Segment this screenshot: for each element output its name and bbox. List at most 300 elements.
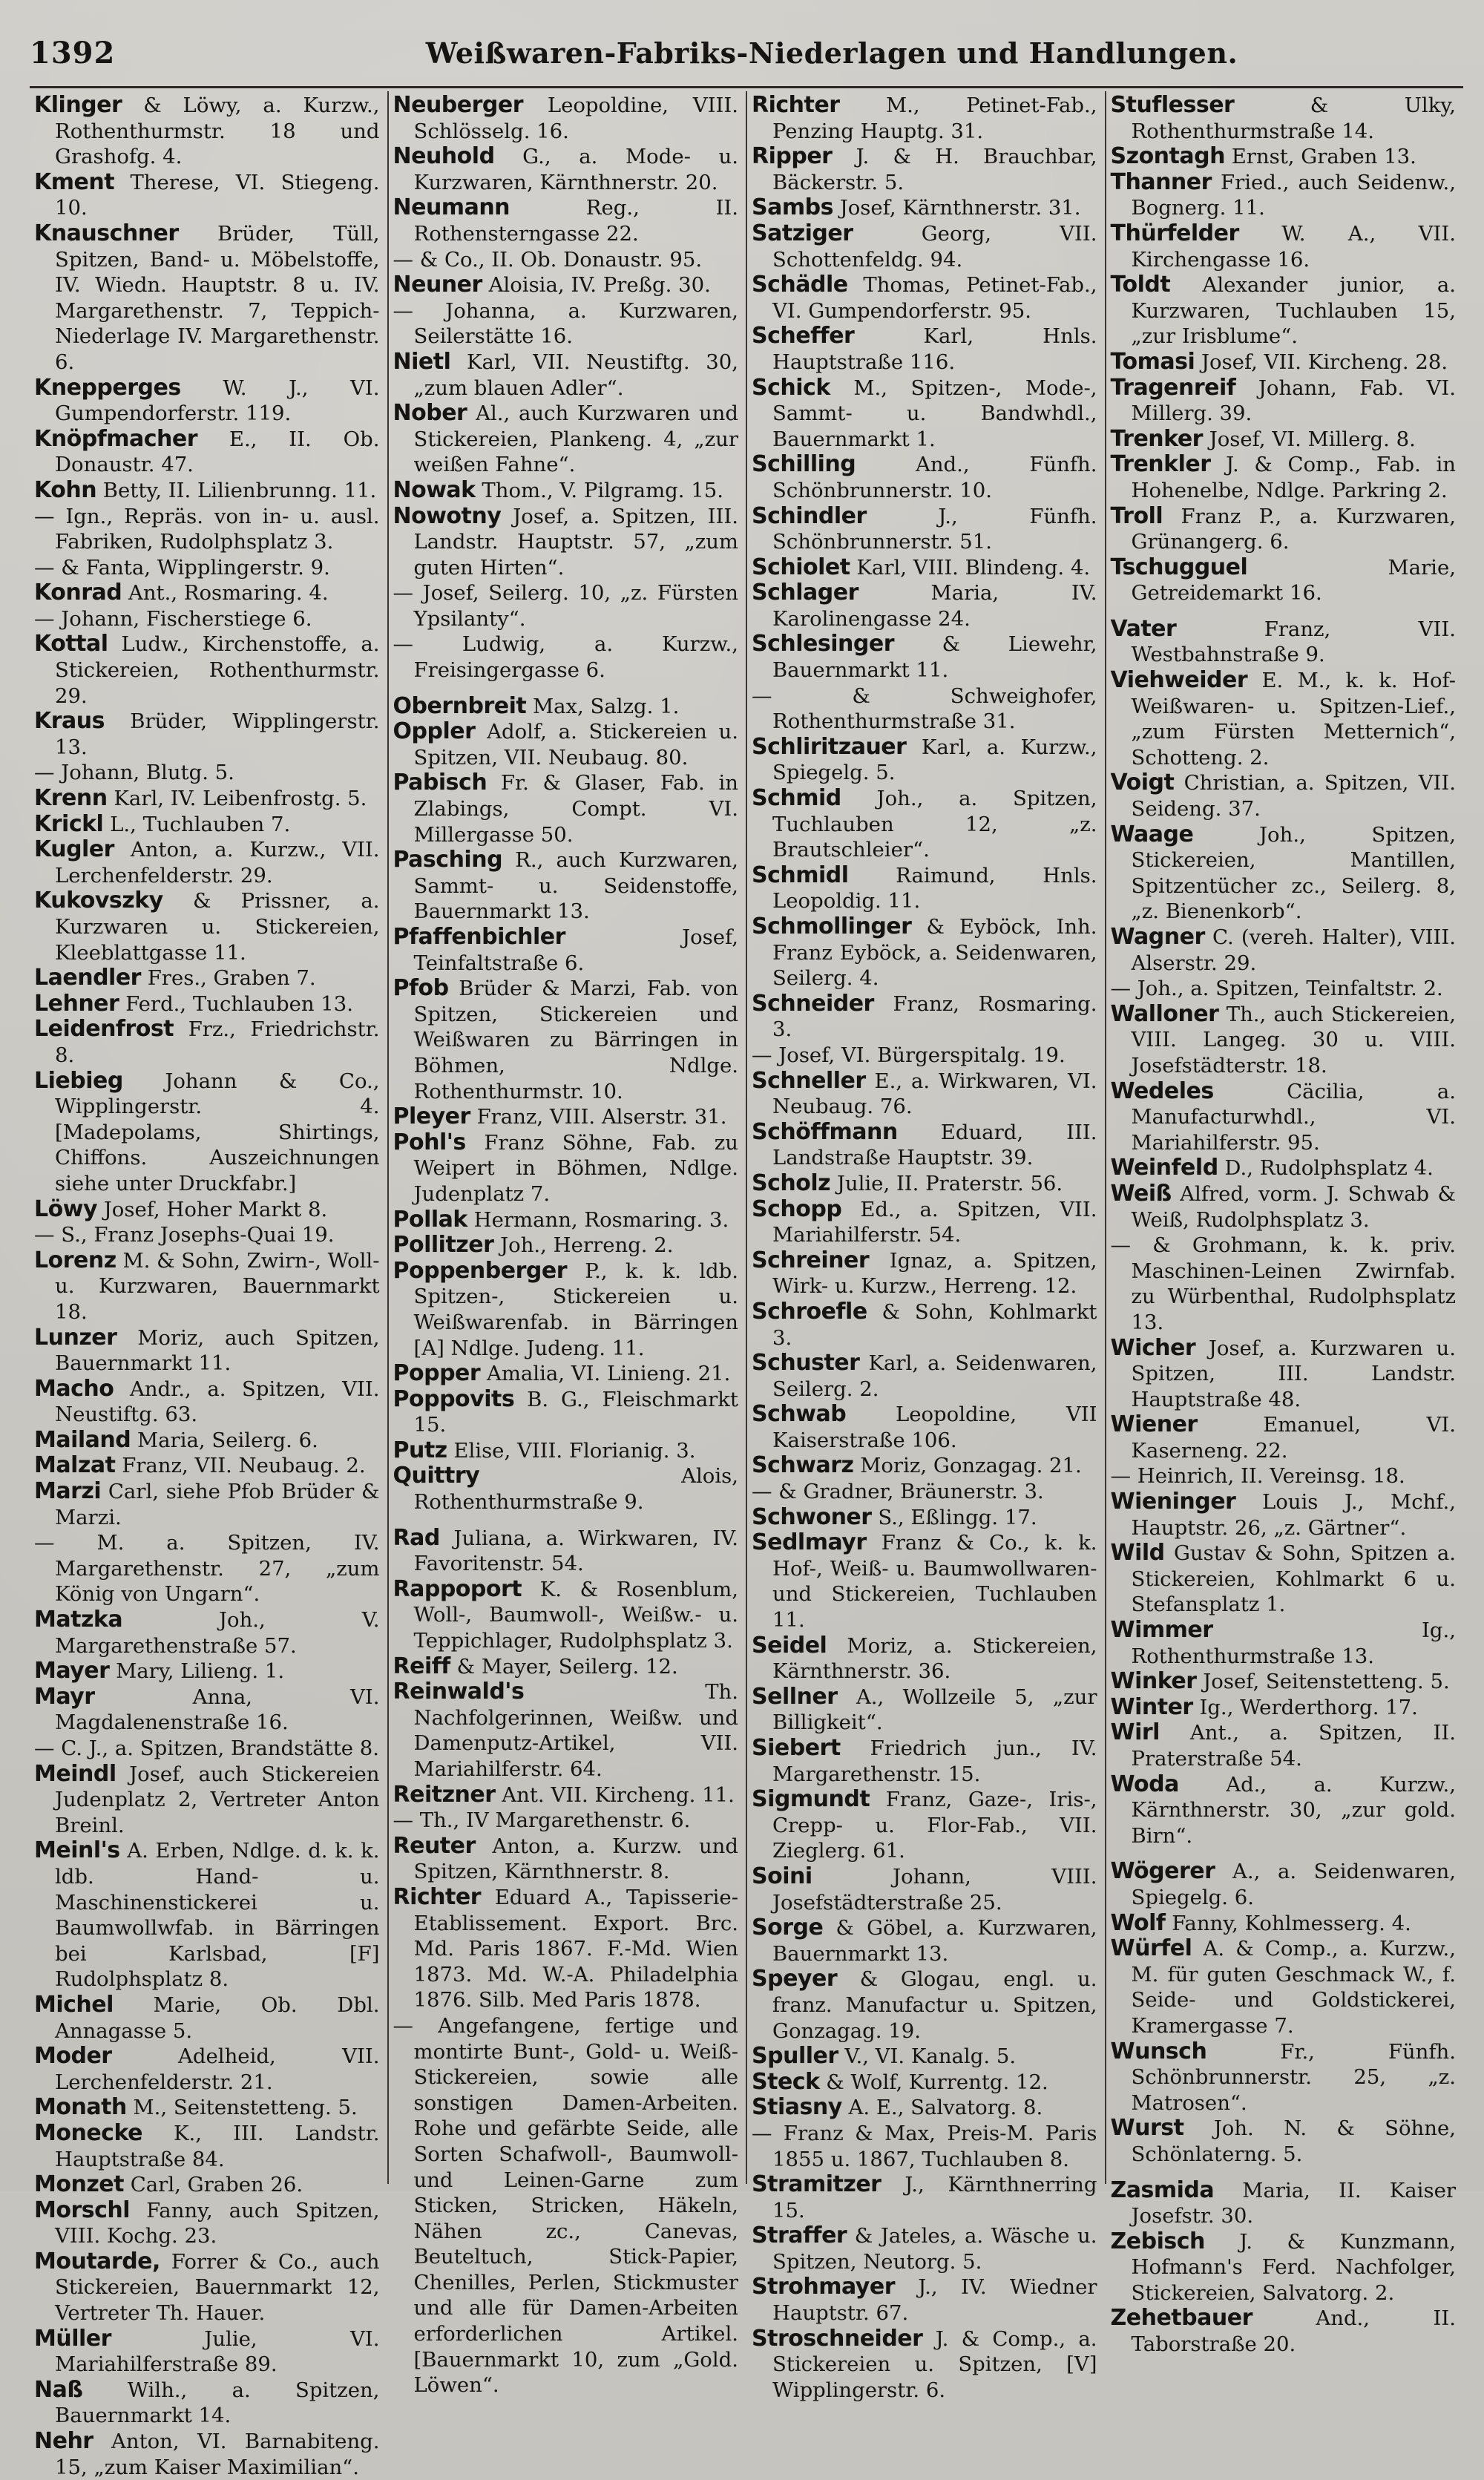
entry-name: Popper (393, 1360, 481, 1387)
running-head: Weißwaren-Fabriks-Niederlagen und Handlungen. (425, 36, 1238, 70)
entry-text: Fried., auch Seidenw., Bognerg. 11. (1131, 170, 1456, 220)
entry-text: W. A., VII. Kirchengasse 16. (1131, 221, 1456, 272)
entry-text: & Wolf, Kurrentg. 12. (826, 2070, 1048, 2094)
directory-entry (1111, 1669, 1457, 1695)
directory-entry (752, 221, 1097, 272)
entry-text: — M. a. Spitzen, IV. Margarethenstr. 27, „zum König von Ungarn“. (34, 1531, 380, 1607)
directory-entry (34, 504, 380, 555)
directory-entry (752, 2274, 1097, 2326)
entry-text: Josef, a. Kurzwaren u. Spitzen, III. Landstr. Hauptstraße 48. (1131, 1336, 1456, 1411)
directory-entry (393, 1438, 739, 1464)
directory-entry (1111, 1463, 1457, 1489)
entry-text: Ant. VII. Kircheng. 11. (502, 1782, 735, 1807)
entry-text: Eduard, III. Landstraße Hauptstr. 39. (772, 1120, 1097, 1170)
directory-entry (34, 1736, 380, 1762)
directory-entry (752, 2223, 1097, 2274)
entry-name: Schroefle (752, 1298, 867, 1325)
entry-text: — Ludwig, a. Kurzw., Freisingergasse 6. (393, 632, 738, 683)
entry-name: Mayr (34, 1683, 95, 1710)
entry-text: And., II. Taborstraße 20. (1131, 2306, 1456, 2357)
directory-entry (34, 1530, 380, 1607)
entry-name: Nowak (393, 476, 476, 503)
entry-text: Julie, VI. Mariahilferstraße 89. (55, 2326, 380, 2377)
directory-entry (34, 555, 380, 581)
directory-entry (752, 2121, 1097, 2172)
directory-entry (1111, 1336, 1457, 1413)
entry-text: G., a. Mode- u. Kurzwaren, Kärnthnerstr. 20. (413, 145, 738, 194)
entry-name: Schreiner (752, 1247, 870, 1273)
directory-entry (1111, 1079, 1457, 1156)
entry-text: Franz, Rosmaring. 3. (772, 991, 1097, 1042)
entry-text: Franz, VII. Neubaug. 2. (122, 1454, 366, 1478)
directory-entry (1111, 1155, 1457, 1181)
directory-entry (1111, 1911, 1457, 1937)
entry-name: Neuner (393, 272, 482, 298)
entry-text: Ant., a. Spitzen, II. Praterstraße 54. (1131, 1721, 1456, 1771)
directory-entry (34, 1248, 380, 1325)
directory-entry (393, 925, 739, 976)
directory-entry (752, 2044, 1097, 2070)
entry-name: Obernbreit (393, 692, 527, 719)
entry-text: Therese, VI. Stiegeng. 10. (55, 170, 380, 220)
directory-entry (393, 719, 739, 770)
directory-entry (752, 2172, 1097, 2223)
entry-name: Thanner (1110, 168, 1212, 195)
directory-entry (1111, 925, 1457, 976)
directory-entry (752, 580, 1097, 632)
entry-name: Löwy (34, 1195, 97, 1222)
entry-name: Siebert (752, 1735, 841, 1761)
entry-text: Th., auch Stickereien, VIII. Langeg. 30 u. VIII. Josefstädterstr. 18. (1131, 1002, 1456, 1077)
entry-text: & Glogau, engl. u. franz. Manufactur u. Spitzen, Gonzagag. 19. (772, 1967, 1097, 2043)
entry-name: Tschugguel (1110, 554, 1248, 580)
entry-text: Alexander junior, a. Kurzwaren, Tuchlauben 15, „zur Irisblume“. (1131, 273, 1456, 349)
entry-text: J., IV. Wiedner Hauptstr. 67. (772, 2275, 1097, 2326)
directory-entry (34, 888, 380, 965)
page-header (30, 36, 1463, 88)
entry-text: — & Gradner, Bräunerstr. 3. (752, 1480, 1044, 1504)
entry-name: Wicher (1110, 1334, 1196, 1361)
entry-text: Leopoldine, VII Kaiserstraße 106. (772, 1403, 1097, 1452)
entry-name: Kugler (34, 836, 114, 863)
entry-text: — Angefangene, fertige und montirte Bunt-, Gold- u. Weiß-Stickereien, sowie alle sonstigen Damen-Arbeiten. Rohe und gefärbte Seide, alle Sorten Schafwoll-, Baumwoll- und Leinen-Garne zum Sticken, Stricken, Häkeln, Nähen zc., Canevas, Beuteltuch, Stick-Papier, Chenilles, Perlen, Stickmuster und alle für Damen-Arbeiten erforderlichen Artikel. [Bauernmarkt 10, zum „Gold. Löwen“. (393, 2013, 738, 2398)
entry-text: Carl, siehe Pfob Brüder & Marzi. (55, 1480, 380, 1529)
entry-text: Franz, VII. Westbahnstraße 9. (1131, 617, 1456, 667)
entry-text: Joh., a. Spitzen, Tuchlauben 12, „z. Brautschleier“. (772, 787, 1097, 862)
directory-entry (393, 847, 739, 925)
directory-entry (752, 1479, 1097, 1505)
entry-name: Poppovits (393, 1385, 515, 1412)
entry-text: M. & Sohn, Zwirn-, Woll- u. Kurzwaren, Bauernmarkt 18. (55, 1248, 380, 1324)
entry-text: Johann & Co., Wipplingerstr. 4. [Madepolams, Shirtings, Chiffons. Auszeichnungen siehe unter Druckfabr.] (55, 1069, 380, 1195)
entry-name: Nowotny (393, 502, 502, 529)
directory-entry (752, 735, 1097, 786)
entry-name: Schneider (752, 990, 874, 1017)
directory-entry (393, 1233, 739, 1259)
entry-text: Aloisia, IV. Preßg. 30. (488, 273, 711, 298)
directory-entry (752, 1453, 1097, 1479)
directory-entry (1111, 375, 1457, 427)
directory-entry (1111, 2306, 1457, 2357)
entry-name: Schmid (752, 785, 841, 812)
entry-text: A. E., Salvatorg. 8. (848, 2096, 1043, 2120)
entry-name: Schöffmann (752, 1118, 898, 1145)
directory-entry (1111, 504, 1457, 555)
entry-text: L., Tuchlauben 7. (110, 812, 291, 836)
entry-name: Scholz (752, 1170, 831, 1196)
entry-name: Moutarde, (34, 2248, 160, 2274)
entry-name: Zebisch (1110, 2228, 1205, 2254)
entry-text: — Franz & Max, Preis-M. Paris 1855 u. 1867, Tuchlauben 8. (752, 2121, 1097, 2171)
directory-entry (1111, 1720, 1457, 1771)
entry-name: Wagner (1110, 924, 1205, 950)
directory-entry (752, 1966, 1097, 2044)
entry-name: Winter (1110, 1693, 1193, 1720)
entry-name: Ripper (752, 143, 833, 170)
directory-entry (393, 694, 739, 720)
entry-name: Neumann (393, 194, 510, 221)
entry-text: Frz., Friedrichstr. 8. (55, 1017, 380, 1067)
directory-entry (1111, 1772, 1457, 1849)
entry-text: Fr. & Glaser, Fab. in Zlabings, Compt. VI. Millergasse 50. (413, 771, 738, 847)
entry-text: Ed., a. Spitzen, VII. Mariahilferstr. 54. (772, 1197, 1097, 1247)
entry-name: Pollak (393, 1206, 467, 1233)
entry-text: Th. Nachfolgerinnen, Weißw. und Damenputz-Artikel, VII. Mariahilferstr. 64. (413, 1680, 738, 1781)
directory-entry (1111, 272, 1457, 350)
directory-entry (34, 837, 380, 888)
entry-text: & Sohn, Kohlmarkt 3. (772, 1299, 1097, 1350)
directory-entry (34, 812, 380, 838)
entry-name: Wunsch (1110, 2038, 1207, 2064)
entry-name: Pollitzer (393, 1232, 494, 1259)
entry-text: J., Kärnthnerring 15. (772, 2173, 1097, 2223)
entry-name: Nehr (34, 2428, 93, 2455)
directory-entry (1111, 1412, 1457, 1463)
entry-name: Würfel (1110, 1935, 1192, 1962)
entry-name: Neuberger (393, 92, 524, 118)
entry-name: Pfaffenbichler (393, 924, 565, 950)
column-1 (30, 91, 389, 2479)
entry-text: Emanuel, VI. Kaserneng. 22. (1131, 1413, 1456, 1463)
entry-name: Wolf (1110, 1909, 1166, 1936)
entry-text: A., a. Seidenwaren, Spiegelg. 6. (1131, 1860, 1456, 1909)
entry-name: Monzet (34, 2171, 124, 2198)
directory-entry (1111, 770, 1457, 821)
column-2 (389, 91, 748, 2398)
entry-name: Reuter (393, 1832, 476, 1859)
entry-name: Schlager (752, 580, 858, 606)
entry-text: & Liewehr, Bauernmarkt 11. (772, 632, 1097, 683)
directory-entry (34, 2044, 380, 2095)
entry-text: — Joh., a. Spitzen, Teinfaltstr. 2. (1110, 977, 1443, 1001)
directory-entry (752, 1530, 1097, 1633)
entry-name: Satziger (752, 220, 853, 246)
entry-text: — Josef, Seilerg. 10, „z. Fürsten Ypsilanty“. (393, 581, 738, 631)
entry-name: Stramitzer (752, 2171, 881, 2198)
entry-text: P., k. k. ldb. Spitzen-, Stickereien u. Weißwarenfab. in Bärringen [A] Ndlge. Judeng. 11. (413, 1259, 738, 1360)
entry-name: Scheffer (752, 323, 855, 350)
entry-name: Zehetbauer (1110, 2305, 1252, 2332)
entry-name: Troll (1110, 502, 1163, 529)
entry-text: Raimund, Hnls. Leopoldig. 11. (772, 863, 1097, 913)
entry-text: Thom., V. Pilgramg. 15. (482, 478, 723, 502)
directory-entry (752, 375, 1097, 453)
entry-text: & Eyböck, Inh. Franz Eyböck, a. Seidenwaren, Seilerg. 4. (772, 915, 1097, 991)
directory-entry (1111, 822, 1457, 925)
directory-columns (30, 91, 1463, 2479)
directory-entry (1111, 1489, 1457, 1541)
directory-entry (752, 1685, 1097, 1736)
entry-text: V., VI. Kanalg. 5. (844, 2044, 1017, 2069)
entry-text: M., Seitenstetteng. 5. (133, 2096, 358, 2120)
entry-text: Joh., Herreng. 2. (500, 1233, 674, 1258)
entry-name: Seidel (752, 1632, 827, 1659)
entry-name: Lorenz (34, 1247, 116, 1273)
directory-entry (34, 786, 380, 812)
entry-name: Sambs (752, 194, 833, 221)
entry-name: Macho (34, 1375, 114, 1402)
entry-name: Kukovszky (34, 888, 163, 914)
entry-text: & Ulky, Rothenthurmstraße 14. (1131, 94, 1456, 143)
entry-text: — Johann, Fischerstiege 6. (34, 606, 312, 631)
directory-entry (393, 247, 739, 273)
entry-name: Poppenberger (393, 1257, 567, 1284)
entry-name: Viehweider (1110, 667, 1248, 694)
directory-entry (1111, 668, 1457, 770)
entry-name: Stroschneider (752, 2325, 923, 2352)
directory-entry (393, 1387, 739, 1438)
entry-name: Oppler (393, 718, 476, 745)
directory-entry (34, 606, 380, 632)
entry-text: Maria, II. Kaiser Josefstr. 30. (1131, 2178, 1456, 2228)
entry-text: Brüder, Wipplingerstr. 13. (55, 709, 380, 759)
directory-entry (752, 1787, 1097, 1864)
entry-name: Reitzner (393, 1781, 496, 1808)
directory-entry (752, 144, 1097, 195)
directory-entry (752, 1915, 1097, 1966)
entry-name: Vater (1110, 615, 1177, 642)
entry-name: Schlesinger (752, 631, 894, 657)
entry-name: Winker (1110, 1668, 1197, 1695)
directory-entry (752, 1299, 1097, 1351)
entry-text: Forrer & Co., auch Stickereien, Bauernmarkt 12, Vertreter Th. Hauer. (55, 2249, 380, 2326)
entry-name: Pleyer (393, 1103, 470, 1130)
entry-name: Schuster (752, 1350, 860, 1377)
entry-name: Stuflesser (1110, 92, 1235, 118)
entry-text: Franz & Co., k. k. Hof-, Weiß- u. Baumwollwaren- und Stickereien, Tuchlauben 11. (772, 1531, 1097, 1633)
entry-name: Reinwald's (393, 1679, 525, 1705)
entry-name: Toldt (1110, 272, 1171, 298)
directory-entry (34, 1428, 380, 1454)
entry-text: — Th., IV Margarethenstr. 6. (393, 1808, 691, 1833)
directory-entry (34, 965, 380, 991)
entry-text: Karl, a. Kurzw., Spiegelg. 5. (772, 735, 1097, 785)
entry-text: Betty, II. Lilienbrunng. 11. (102, 478, 377, 502)
entry-text: Louis J., Mchf., Hauptstr. 26, „z. Gärtner“. (1131, 1490, 1456, 1540)
entry-text: J. & H. Brauchbar, Bäckerstr. 5. (772, 145, 1097, 194)
directory-entry (393, 1130, 739, 1207)
entry-name: Schädle (752, 272, 848, 298)
entry-name: Szontagh (1110, 143, 1225, 170)
entry-name: Speyer (752, 1966, 838, 1992)
directory-entry (393, 1834, 739, 1885)
entry-text: — & Fanta, Wipplingerstr. 9. (34, 555, 330, 580)
directory-entry (1111, 1233, 1457, 1335)
entry-name: Quittry (393, 1463, 480, 1489)
entry-text: Maria, IV. Karolinengasse 24. (772, 581, 1097, 631)
directory-entry (393, 144, 739, 195)
entry-text: Christian, a. Spitzen, VII. Seideng. 37. (1131, 771, 1456, 821)
directory-entry (752, 1633, 1097, 1685)
entry-text: & Prissner, a. Kurzwaren u. Stickereien, Kleeblattgasse 11. (55, 889, 380, 965)
entry-name: Schmollinger (752, 913, 912, 939)
entry-name: Monecke (34, 2119, 142, 2146)
entry-name: Wieninger (1110, 1489, 1236, 1515)
entry-text: E., a. Wirkwaren, VI. Neubaug. 76. (772, 1069, 1097, 1119)
entry-text: Joh. N. & Söhne, Schönlaterng. 5. (1131, 2116, 1456, 2166)
entry-name: Monath (34, 2094, 127, 2121)
directory-entry (393, 1654, 739, 1680)
entry-name: Krickl (34, 810, 104, 837)
entry-text: — & Co., II. Ob. Donaustr. 95. (393, 247, 703, 272)
entry-name: Meinl's (34, 1837, 120, 1864)
entry-name: Liebieg (34, 1067, 123, 1094)
entry-name: Tragenreif (1110, 374, 1236, 401)
entry-name: Matzka (34, 1607, 123, 1633)
entry-text: — Heinrich, II. Vereinsg. 18. (1110, 1464, 1405, 1489)
directory-entry (34, 632, 380, 709)
entry-text: Josef, VII. Kircheng. 28. (1201, 350, 1448, 374)
directory-entry (752, 93, 1097, 144)
entry-text: Josef, Seitenstetteng. 5. (1203, 1670, 1450, 1694)
entry-name: Schopp (752, 1195, 842, 1222)
entry-name: Neuhold (393, 143, 495, 170)
entry-text: Eduard A., Tapisserie-Etablissement. Export. Brc. Md. Paris 1867. F.-Md. Wien 1873. Md. W.-A. Philadelphia 1876. Silb. Med Paris 1878. (413, 1885, 738, 2012)
directory-entry (34, 2326, 380, 2378)
directory-entry (752, 2326, 1097, 2404)
directory-entry (393, 1885, 739, 2013)
directory-entry (1111, 617, 1457, 668)
entry-name: Sellner (752, 1683, 838, 1710)
entry-text: Karl, Hnls. Hauptstraße 116. (772, 324, 1097, 374)
directory-entry (393, 195, 739, 246)
entry-name: Schiolet (752, 554, 850, 580)
entry-name: Weiß (1110, 1180, 1172, 1207)
entry-name: Putz (393, 1437, 447, 1463)
directory-entry (393, 1463, 739, 1515)
entry-text: & Löwy, a. Kurzw., Rothenthurmstr. 18 und Grashofg. 4. (55, 94, 380, 169)
entry-text: K. & Rosenblum, Woll-, Baumwoll-, Weißw.- u. Teppichlager, Rudolphsplatz 3. (413, 1577, 738, 1653)
entry-text: Andr., a. Spitzen, VII. Neustiftg. 63. (55, 1377, 380, 1427)
entry-text: Gustav & Sohn, Spitzen a. Stickereien, Kohlmarkt 6 u. Stefansplatz 1. (1131, 1541, 1456, 1617)
entry-name: Reiff (393, 1653, 450, 1679)
directory-entry (1111, 1541, 1457, 1618)
directory-entry (393, 976, 739, 1104)
entry-text: Leopoldine, VIII. Schlösselg. 16. (413, 94, 738, 143)
directory-entry (34, 1453, 380, 1479)
entry-text: Elise, VIII. Florianig. 3. (453, 1438, 696, 1463)
entry-name: Richter (393, 1883, 482, 1910)
entry-text: Ad., a. Kurzw., Kärnthnerstr. 30, „zur gold. Birn“. (1131, 1772, 1456, 1848)
entry-text: & Göbel, a. Kurzwaren, Bauernmarkt 13. (772, 1916, 1097, 1966)
directory-entry (34, 580, 380, 606)
entry-text: Thomas, Petinet-Fab., VI. Gumpendorferstr. 95. (772, 273, 1097, 323)
entry-text: Joh., V. Margarethenstraße 57. (55, 1608, 380, 1658)
entry-text: Max, Salzg. 1. (532, 694, 680, 718)
entry-name: Nober (393, 400, 467, 427)
entry-name: Wimmer (1110, 1617, 1213, 1644)
entry-text: Marie, Ob. Dbl. Annagasse 5. (55, 1992, 380, 2043)
entry-text: Josef, auch Stickereien Judenplatz 2, Vertreter Anton Breinl. (55, 1762, 380, 1837)
directory-entry (34, 2095, 380, 2121)
directory-entry (752, 504, 1097, 555)
directory-entry (1111, 1859, 1457, 1910)
entry-name: Lehner (34, 990, 119, 1017)
entry-name: Strohmayer (752, 2274, 895, 2300)
entry-text: Fanny, auch Spitzen, VIII. Kochg. 23. (55, 2198, 380, 2248)
entry-text: Alois, Rothenthurmstraße 9. (413, 1464, 738, 1515)
directory-entry (752, 863, 1097, 914)
entry-text: Mary, Lilieng. 1. (116, 1659, 285, 1684)
entry-text: J. & Comp., Fab. in Hohenelbe, Ndlge. Parkring 2. (1131, 453, 1456, 502)
directory-entry (34, 709, 380, 760)
directory-entry (1111, 2229, 1457, 2306)
directory-entry (752, 914, 1097, 991)
entry-name: Michel (34, 1991, 114, 2018)
entry-text: Karl, VIII. Blindeng. 4. (856, 555, 1091, 580)
entry-text: Adolf, a. Stickereien u. Spitzen, VII. Neubaug. 80. (413, 720, 738, 770)
directory-entry (34, 170, 380, 221)
directory-entry (1111, 427, 1457, 453)
entry-text: And., Fünfh. Schönbrunnerstr. 10. (772, 453, 1097, 502)
entry-name: Pasching (393, 847, 503, 873)
directory-entry (752, 786, 1097, 863)
entry-text: Amalia, VI. Linieng. 21. (486, 1362, 731, 1386)
entry-text: Moriz, Gonzagag. 21. (860, 1454, 1082, 1478)
entry-name: Schwab (752, 1401, 847, 1428)
entry-name: Pabisch (393, 770, 487, 796)
directory-entry (752, 555, 1097, 581)
entry-text: Georg, VII. Schottenfeldg. 94. (772, 221, 1097, 272)
directory-entry (393, 1577, 739, 1654)
entry-name: Sorge (752, 1915, 824, 1941)
entry-name: Schwoner (752, 1503, 872, 1530)
directory-entry (34, 1325, 380, 1377)
directory-entry (393, 2013, 739, 2398)
entry-name: Tomasi (1110, 348, 1195, 375)
entry-text: Moriz, auch Spitzen, Bauernmarkt 11. (55, 1325, 380, 1376)
directory-entry (752, 1248, 1097, 1299)
directory-entry (34, 1222, 380, 1248)
directory-entry (393, 1207, 739, 1233)
directory-entry (1111, 1181, 1457, 1233)
entry-text: Franz, Gaze-, Iris-, Crepp- u. Flor-Fab., VII. Zieglerg. 61. (772, 1788, 1097, 1863)
entry-text: Alfred, vorm. J. Schwab & Weiß, Rudolphsplatz 3. (1131, 1181, 1456, 1232)
entry-name: Weinfeld (1110, 1155, 1218, 1181)
entry-text: Ant., Rosmaring. 4. (128, 581, 329, 606)
entry-text: K., III. Landstr. Hauptstraße 84. (55, 2121, 380, 2171)
directory-entry (1111, 2039, 1457, 2116)
directory-entry (393, 401, 739, 478)
entry-text: Ernst, Graben 13. (1231, 145, 1416, 169)
page-number: 1392 (30, 36, 116, 70)
directory-entry (393, 350, 739, 401)
directory-entry (752, 1069, 1097, 1120)
entry-name: Schwarz (752, 1452, 854, 1479)
directory-entry (393, 770, 739, 847)
entry-text: Carl, Graben 26. (130, 2173, 303, 2197)
entry-text: Ig., Rothenthurmstraße 13. (1131, 1618, 1456, 1668)
